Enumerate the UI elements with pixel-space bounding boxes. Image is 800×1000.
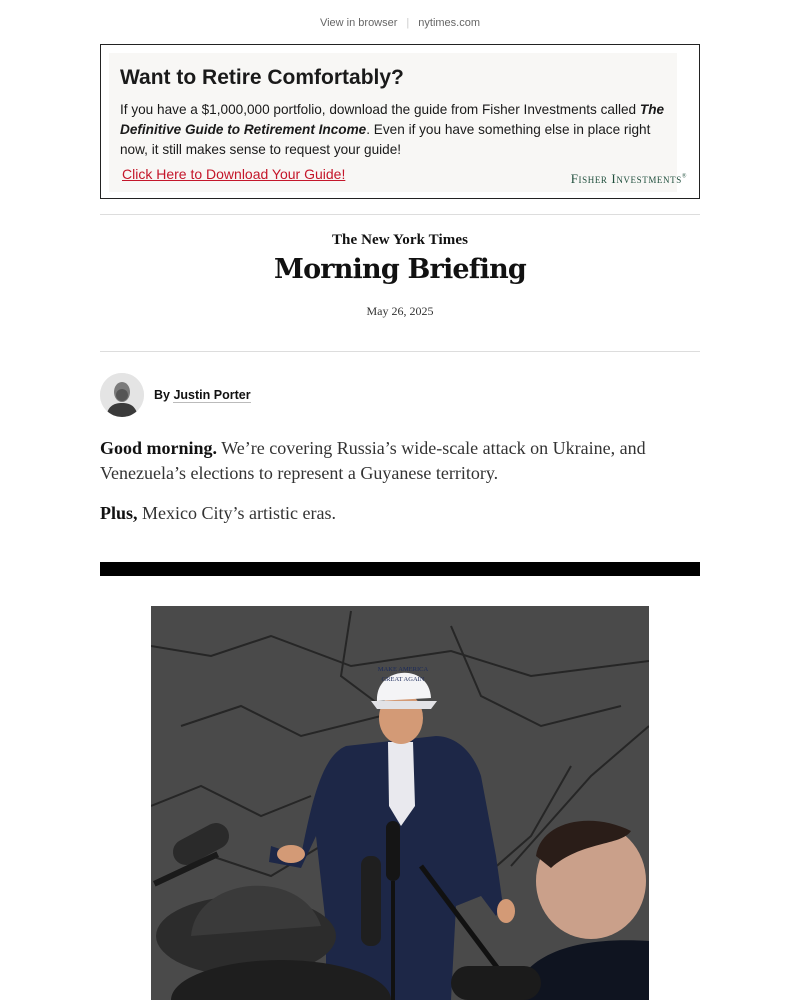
ad-download-link[interactable]: Click Here to Download Your Guide! xyxy=(122,166,346,182)
intro-text: We’re covering Russia’s wide-scale attack on Ukraine, and Venezuela’s elections to represent a Guyanese territory. xyxy=(100,438,646,483)
divider xyxy=(100,214,700,215)
view-in-browser-link[interactable]: View in browser xyxy=(319,17,398,29)
intro-paragraph xyxy=(100,436,700,486)
intro-lead: Good morning. xyxy=(100,438,218,458)
separator: | xyxy=(406,17,410,29)
byline-prefix: By xyxy=(154,388,170,402)
intro-lead: Plus, xyxy=(100,503,138,523)
divider xyxy=(100,351,700,352)
hat-text-line1: MAKE AMERICA xyxy=(377,666,429,673)
intro-text: Mexico City’s artistic eras. xyxy=(137,503,336,523)
publication-logo[interactable]: The New York Times xyxy=(331,232,469,248)
author-link[interactable]: Justin Porter xyxy=(173,388,251,402)
ad-brand-mark: ® xyxy=(681,173,687,180)
lead-photo[interactable] xyxy=(151,606,649,1000)
newsletter-title: Morning Briefing xyxy=(274,254,526,285)
intro-section xyxy=(100,436,700,541)
top-links xyxy=(0,17,800,29)
section-bar xyxy=(100,562,700,576)
site-link[interactable]: nytimes.com xyxy=(418,17,481,29)
ad-body-start: If you have a $1,000,000 portfolio, download the guide from Fisher Investments called xyxy=(120,102,640,117)
ad-body-title: The Definitive Guide to Retirement Income xyxy=(120,102,665,137)
advertisement-banner[interactable] xyxy=(100,44,700,199)
ad-body-end: . Even if you have something else in place right now, it still makes sense to request your guide! xyxy=(120,122,651,157)
byline xyxy=(100,373,251,417)
ad-brand-logo xyxy=(571,171,687,187)
issue-date: May 26, 2025 xyxy=(366,304,434,318)
ad-body xyxy=(120,100,680,160)
ad-brand-name: Fisher Investments xyxy=(570,171,682,186)
hat-text-line2: GREAT AGAIN xyxy=(381,676,425,683)
intro-paragraph xyxy=(100,501,700,526)
author-avatar xyxy=(100,373,144,417)
masthead xyxy=(0,232,800,319)
ad-headline: Want to Retire Comfortably? xyxy=(120,66,404,89)
byline-text xyxy=(154,388,251,402)
